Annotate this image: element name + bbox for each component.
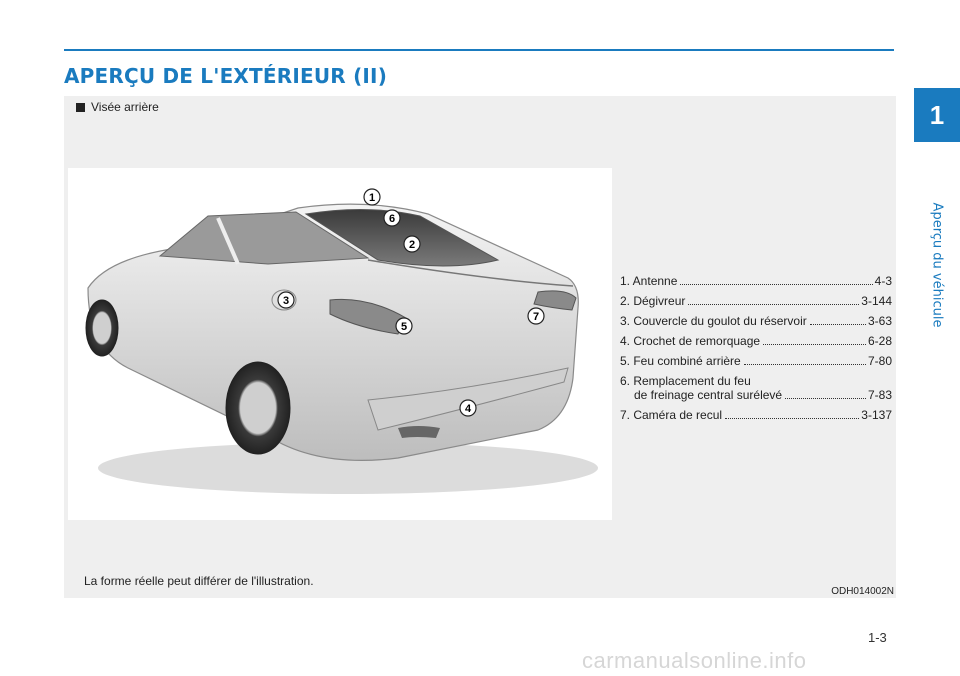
callout-label: 7 <box>532 311 540 323</box>
legend-page: 4-3 <box>874 274 892 288</box>
legend-page: 6-28 <box>867 334 892 348</box>
legend-label: 5. Feu combiné arrière <box>620 354 741 368</box>
leader-dots <box>680 284 872 285</box>
watermark: carmanualsonline.info <box>582 648 807 673</box>
image-code: ODH014002N <box>831 586 894 597</box>
legend-item-rear-camera <box>620 408 892 422</box>
car-illustration <box>68 168 612 520</box>
chapter-tab <box>914 88 960 142</box>
legend-item-fuel-door <box>620 314 892 328</box>
legend-page: 3-137 <box>861 408 892 422</box>
square-bullet-icon <box>76 103 85 112</box>
chapter-number: 1 <box>929 99 945 130</box>
legend-page: 7-83 <box>867 388 892 402</box>
legend-label: 7. Caméra de recul <box>620 408 723 422</box>
callout-label: 1 <box>368 192 376 204</box>
legend-page: 3-144 <box>861 294 892 308</box>
section-heading <box>76 100 159 114</box>
callout-7 <box>528 308 544 324</box>
legend-label: 1. Antenne <box>620 274 678 288</box>
content-panel <box>64 96 896 598</box>
callout-6 <box>384 210 400 226</box>
leader-dots <box>744 364 866 365</box>
callout-label: 4 <box>464 403 472 415</box>
legend-label: 3. Couvercle du goulot du réservoir <box>620 314 807 328</box>
legend-label: 4. Crochet de remorquage <box>620 334 761 348</box>
callout-2 <box>404 236 420 252</box>
callout-3 <box>278 292 294 308</box>
callout-label: 2 <box>408 239 416 251</box>
legend-label-continued: de freinage central surélevé <box>634 388 783 402</box>
header-rule <box>64 49 894 51</box>
legend-label: 2. Dégivreur <box>620 294 686 308</box>
legend-item-antenna <box>620 274 892 288</box>
legend-label: 6. Remplacement du feu <box>620 374 751 388</box>
callout-1 <box>364 189 380 205</box>
legend-item-brake-light <box>620 374 892 402</box>
rear-wheel <box>226 362 290 454</box>
legend-item-defroster <box>620 294 892 308</box>
page-title: APERÇU DE L'EXTÉRIEUR (II) <box>64 64 388 88</box>
car-rear-view-drawing <box>68 168 612 520</box>
legend-item-tail-light <box>620 354 892 368</box>
parts-legend <box>620 274 892 428</box>
legend-item-tow-hook <box>620 334 892 348</box>
page-number: 1-3 <box>868 630 887 645</box>
callout-label: 6 <box>388 213 396 225</box>
front-wheel <box>86 300 118 356</box>
leader-dots <box>810 324 866 325</box>
leader-dots <box>688 304 859 305</box>
chapter-label: Aperçu du véhicule <box>929 202 945 328</box>
callout-label: 3 <box>282 295 290 307</box>
legend-page: 3-63 <box>867 314 892 328</box>
leader-dots <box>785 398 866 399</box>
section-label: Visée arrière <box>91 100 159 114</box>
exhaust <box>398 426 440 438</box>
callout-5 <box>396 318 412 334</box>
callout-4 <box>460 400 476 416</box>
callout-label: 5 <box>400 321 408 333</box>
leader-dots <box>725 418 859 419</box>
legend-page: 7-80 <box>867 354 892 368</box>
illustration-disclaimer: La forme réelle peut différer de l'illustration. <box>84 574 314 588</box>
leader-dots <box>763 344 866 345</box>
